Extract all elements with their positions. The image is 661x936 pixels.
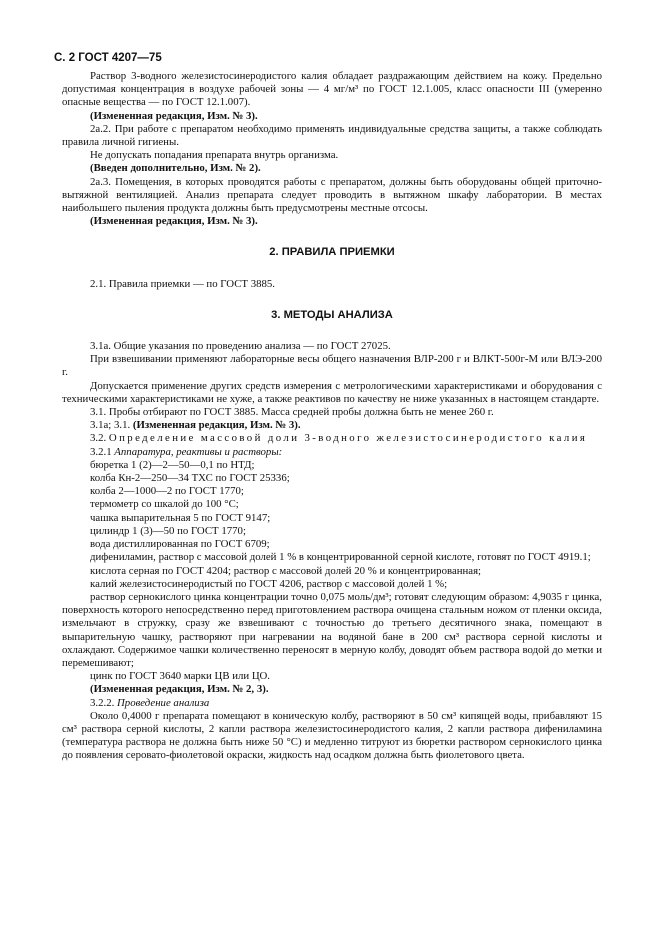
amendment-note: (Введен дополнительно, Изм. № 2). xyxy=(90,162,261,175)
list-item: цилиндр 1 (3)—50 по ГОСТ 1770; xyxy=(90,524,246,537)
clause-number: 3.2. xyxy=(90,432,107,445)
list-item-potassium: калий железистосинеродистый по ГОСТ 4206, раствор с массовой долей 1 %; xyxy=(90,577,448,590)
note-text: (Измененная редакция, Изм. № 3). xyxy=(132,419,301,432)
list-item-zinc-metal: цинк по ГОСТ 3640 марки ЦВ или ЦО. xyxy=(90,670,271,683)
list-item: колба 2—1000—2 по ГОСТ 1770; xyxy=(90,485,244,498)
clause-number: 3.2.2. xyxy=(90,696,115,709)
paragraph-3-1a-b: При взвешивании применяют лабораторные весы общего назначения ВЛР-200 г и ВЛКТ-500г-М или ВЛЭ-200 г. xyxy=(62,353,602,379)
paragraph-toxicity: Раствор 3-водного железистосинеродистого калия обладает раздражающим действием на кожу. Предельно допустимая концентрация в воздухе рабочей зоны — 4 мг/м³ по ГОСТ 12.1.005, класс опасности III (умеренно опасные вещества — по ГОСТ 12.1.007). xyxy=(62,70,602,109)
clause-number: 3.2.1 xyxy=(90,445,112,458)
list-item: термометр со шкалой до 100 °С; xyxy=(90,498,239,511)
note-prefix: 3.1а; 3.1. xyxy=(90,419,131,432)
amendment-note: (Измененная редакция, Изм. № 3). xyxy=(90,215,258,228)
amendment-note-3-1 xyxy=(62,419,602,432)
clause-title-spaced: Определение массовой доли 3-водного железистосинеродистого калия xyxy=(108,432,588,445)
paragraph-3-2-1-heading xyxy=(62,446,602,459)
section-3-title: 3. МЕТОДЫ АНАЛИЗА xyxy=(271,308,393,321)
paragraph-3-1a-c: Допускается применение других средств измерения с метрологическими характеристиками и оборудования с техническими характеристиками не хуже, а также реактивов по качеству не ниже указанных в настоящем стандарте. xyxy=(62,379,602,405)
list-item-zinc-solution: раствор сернокислого цинка концентрации точно 0,075 моль/дм³; готовят следующим образом: 4,9035 г цинка, поверхность которого непосредственно перед приготовлением раствора очищена стальным ножом от пленки оксида, измельчают в стружку, сразу же взвешивают с точностью до третьего десятичного знака, помещают в выпарительную чашку, растворяют при нагревании на водяной бане в 200 см³ раствора серной кислоты и охлаждают. Содержимое чашки количественно переносят в мерную колбу, доводят объем раствора водой до метки и перемешивают; xyxy=(62,590,602,669)
paragraph-3-1: 3.1. Пробы отбирают по ГОСТ 3885. Масса средней пробы должна быть не менее 260 г. xyxy=(90,406,494,419)
page-header: С. 2 ГОСТ 4207—75 xyxy=(54,52,162,64)
document-body xyxy=(62,70,602,763)
paragraph-2a2-b: Не допускать попадания препарата внутрь организма. xyxy=(90,149,339,162)
amendment-note: (Измененная редакция, Изм. № 2, 3). xyxy=(90,683,269,696)
paragraph-3-2-heading xyxy=(62,432,602,445)
list-item: чашка выпарительная 5 по ГОСТ 9147; xyxy=(90,511,271,524)
paragraph-3-2-2-heading xyxy=(62,697,602,710)
equipment-list xyxy=(62,459,602,551)
amendment-note: (Измененная редакция, Изм. № 3). xyxy=(90,109,258,122)
section-2-title: 2. ПРАВИЛА ПРИЕМКИ xyxy=(269,246,395,259)
list-item: вода дистиллированная по ГОСТ 6709; xyxy=(90,538,270,551)
paragraph-2a2: 2а.2. При работе с препаратом необходимо применять индивидуальные средства защиты, а также соблюдать правила личной гигиены. xyxy=(62,122,602,149)
list-item-sulfuric-acid: кислота серная по ГОСТ 4204; раствор с массовой долей 20 % и концентрированная; xyxy=(90,564,482,577)
list-item-diphenylamine: дифениламин, раствор с массовой долей 1 % в концентрированной серной кислоте, готовят по ГОСТ 4919.1; xyxy=(90,551,591,564)
list-item: колба Кн-2—250—34 ТХС по ГОСТ 25336; xyxy=(90,472,290,485)
paragraph-3-2-2-text: Около 0,4000 г препарата помещают в коническую колбу, растворяют в 50 см³ кипящей воды, прибавляют 15 см³ раствора серной кислоты, 2 капли раствора железистосинеродистого калия, 2 капли раствора дифениламина (температура раствора не должна быть ниже 50 °С) и медленно титруют из бюретки раствором сернокислого цинка до появления серовато-фиолетовой окраски, жидкость над осадком должна быть фиолетового цвета. xyxy=(62,709,602,762)
paragraph-2a3: 2а.3. Помещения, в которых проводятся работы с препаратом, должны быть оборудованы общей приточно-вытяжной вентиляцией. Анализ препарата следует проводить в вытяжном шкафу лаборатории. В местах наибольшего пыления продукта должны быть предусмотрены местные отсосы. xyxy=(62,175,602,215)
paragraph-2-1: 2.1. Правила приемки — по ГОСТ 3885. xyxy=(90,277,276,290)
clause-title-italic: Аппаратура, реактивы и растворы: xyxy=(114,445,283,458)
clause-title-italic: Проведение анализа xyxy=(117,696,210,709)
list-item: бюретка 1 (2)—2—50—0,1 по НТД; xyxy=(90,458,255,471)
paragraph-3-1a: 3.1а. Общие указания по проведению анализа — по ГОСТ 27025. xyxy=(90,340,391,353)
